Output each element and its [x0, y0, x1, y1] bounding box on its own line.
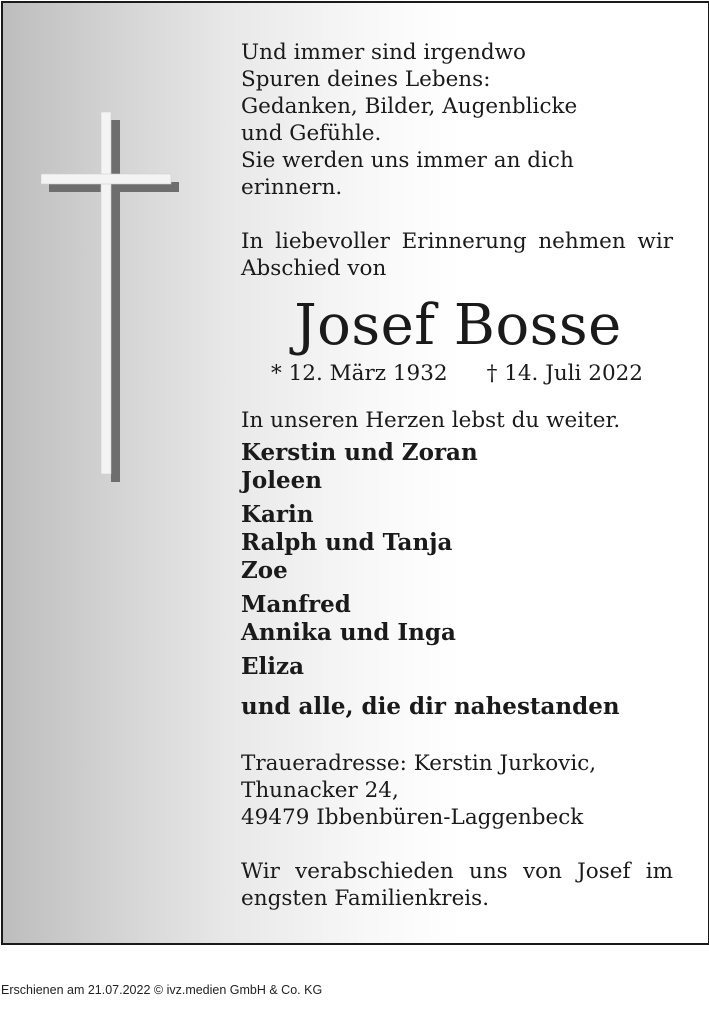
mourner-name: Eliza: [241, 653, 304, 680]
poem-line: Gedanken, Bilder, Augenblicke: [241, 94, 578, 119]
poem-line: Spuren deines Lebens:: [241, 67, 491, 92]
poem: [241, 39, 673, 201]
farewell-line: Wir verabschieden uns von Josef im: [241, 859, 673, 884]
mourner-name: Zoe: [241, 557, 288, 584]
poem-line: Sie werden uns immer an dich erinnern.: [241, 148, 574, 200]
farewell-line: engsten Familienkreis.: [241, 886, 490, 911]
notice-content: [241, 39, 673, 912]
latin-cross-icon: [41, 112, 181, 492]
birth-date: * 12. März 1932: [271, 361, 448, 386]
mourner-name: Ralph und Tanja: [241, 529, 453, 556]
intro: [241, 228, 673, 282]
address-line: Thunacker 24,: [241, 778, 399, 803]
mourning-address: [241, 750, 673, 831]
mourner-name: Kerstin und Zoran: [241, 439, 478, 466]
mourner-group: [241, 591, 673, 647]
intro-line: Abschied von: [241, 256, 387, 281]
life-dates: [241, 360, 673, 387]
farewell-note: [241, 858, 673, 912]
mourner-group: [241, 439, 673, 495]
mourner-name: Annika und Inga: [241, 619, 456, 646]
poem-line: und Gefühle.: [241, 121, 382, 146]
mourner-name: Karin: [241, 501, 314, 528]
poem-line: Und immer sind irgendwo: [241, 40, 527, 65]
deceased-name: Josef Bosse: [294, 293, 622, 358]
death-date: † 14. Juli 2022: [486, 361, 643, 386]
address-line: Traueradresse: Kerstin Jurkovic,: [241, 751, 597, 776]
mourner-name: Manfred: [241, 591, 351, 618]
publication-footer: Erschienen am 21.07.2022 © ivz.medien GmbH & Co. KG: [1, 983, 323, 997]
obituary-notice: [1, 1, 709, 945]
mourner-group: [241, 653, 673, 681]
mourner-name: Joleen: [241, 467, 322, 494]
intro-line: In liebevoller Erinnerung nehmen wir: [241, 229, 673, 254]
closing-line: und alle, die dir nahestanden: [241, 693, 620, 720]
heart-line: In unseren Herzen lebst du weiter.: [241, 408, 621, 433]
mourner-group: [241, 501, 673, 585]
address-line: 49479 Ibbenbüren-Laggenbeck: [241, 805, 584, 830]
